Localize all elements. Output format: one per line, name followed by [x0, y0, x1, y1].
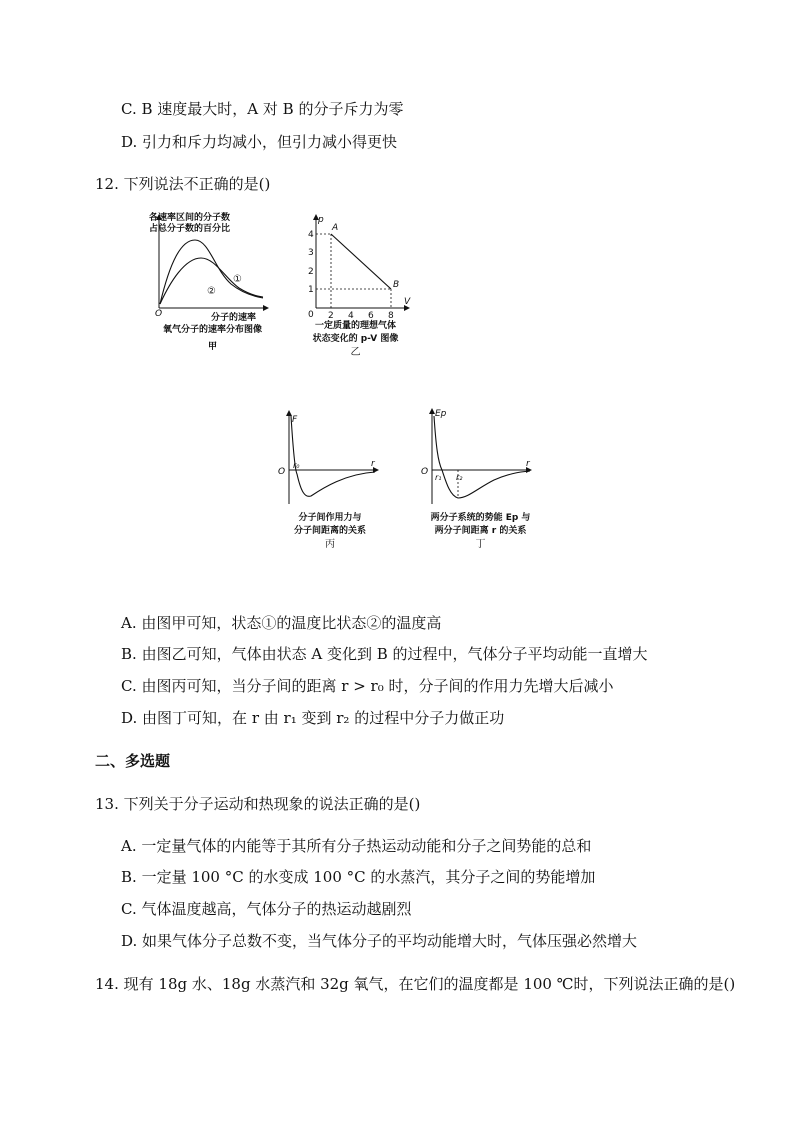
question-number: 12.: [95, 175, 119, 193]
figure-yi: [298, 212, 413, 362]
option-label: C.: [121, 100, 137, 118]
option-text: B 速度最大时，A 对 B 的分子斥力为零: [141, 100, 404, 118]
option-text: 由图甲可知，状态①的温度比状态②的温度高: [141, 614, 442, 632]
q12-option-b: [121, 643, 648, 664]
question-text: 下列关于分子运动和热现象的说法正确的是(): [123, 795, 421, 813]
svg-text:8: 8: [388, 311, 394, 321]
svg-text:2: 2: [328, 311, 334, 321]
svg-text:r: r: [371, 459, 375, 469]
option-text: 由图丁可知，在 r 由 r₁ 变到 r₂ 的过程中分子力做正功: [142, 709, 505, 727]
fig-ding-caption: 两分子系统的势能 Ep 与 两分子间距离 r 的关系 丁: [430, 513, 531, 550]
svg-text:2: 2: [308, 267, 314, 277]
figure-bing: [275, 408, 385, 553]
question-number: 14.: [95, 975, 119, 993]
fig-jia-ylabel-1: 各速率区间的分子数: [149, 213, 231, 223]
curve-2: [160, 258, 263, 304]
option-text: 一定量 100 °C 的水变成 100 °C 的水蒸汽，其分子之间的势能增加: [141, 868, 596, 886]
q13-stem: [95, 793, 420, 814]
svg-text:1: 1: [308, 285, 314, 295]
svg-text:6: 6: [368, 311, 374, 321]
fig-jia-caption: 氧气分子的速率分布图像 甲: [162, 325, 262, 352]
option-text: 如果气体分子总数不变，当气体分子的平均动能增大时，气体压强必然增大: [142, 932, 638, 950]
svg-text:V: V: [404, 297, 411, 307]
option-label: D.: [121, 133, 138, 151]
svg-text:F: F: [292, 415, 298, 425]
option-text: 一定量气体的内能等于其所有分子热运动动能和分子之间势能的总和: [141, 837, 592, 855]
q13-option-d: [121, 930, 637, 951]
svg-text:p: p: [318, 215, 324, 225]
q12-option-d: [121, 707, 504, 728]
fig-jia-origin: O: [155, 309, 163, 319]
fig-bing-caption: 分子间作用力与 分子间距离的关系 丙: [293, 513, 366, 550]
q13-option-a: [121, 835, 591, 856]
q12-option-c: [121, 675, 614, 696]
option-label: A.: [121, 614, 137, 632]
option-label: C.: [121, 900, 137, 918]
figure-bing-plot: [275, 408, 385, 508]
svg-text:O: O: [278, 467, 286, 477]
figure-ding: [418, 406, 543, 553]
svg-text:O: O: [421, 467, 429, 477]
svg-text:0: 0: [308, 310, 314, 320]
section-title: 二、多选题: [95, 752, 171, 770]
svg-text:r: r: [526, 459, 530, 469]
option-label: C.: [121, 677, 137, 695]
process-line: [331, 234, 391, 289]
option-text: 由图乙可知，气体由状态 A 变化到 B 的过程中，气体分子平均动能一直增大: [141, 645, 648, 663]
figure-ding-plot: [418, 406, 543, 508]
svg-text:B: B: [393, 280, 400, 290]
svg-text:A: A: [332, 223, 339, 233]
fig-jia-ylabel-2: 占总分子数的百分比: [149, 224, 231, 234]
svg-text:Ep: Ep: [435, 409, 447, 419]
force-curve: [291, 416, 375, 496]
fig-yi-caption: 一定质量的理想气体 状态变化的 p-V 图像 乙: [312, 321, 399, 358]
svg-text:r₁: r₁: [435, 473, 442, 482]
question-text: 现有 18g 水、18g 水蒸汽和 32g 氧气，在它们的温度都是 100 ℃时，下列说法正确的是(): [123, 975, 736, 993]
svg-text:r₂: r₂: [456, 473, 463, 482]
figure-jia: [145, 212, 280, 362]
q14-stem: [95, 973, 735, 994]
option-label: A.: [121, 837, 137, 855]
question-number: 13.: [95, 795, 119, 813]
option-text: 由图丙可知，当分子间的距离 r > r₀ 时，分子间的作用力先增大后减小: [141, 677, 614, 695]
svg-text:4: 4: [308, 230, 314, 240]
svg-text:3: 3: [308, 248, 314, 258]
q12-option-a: [121, 612, 441, 633]
option-text: 气体温度越高，气体分子的热运动越剧烈: [141, 900, 412, 918]
option-label: B.: [121, 868, 137, 886]
energy-curve: [434, 416, 530, 498]
svg-text:4: 4: [348, 311, 354, 321]
question-text: 下列说法不正确的是(): [123, 175, 271, 193]
q11-option-d: [121, 131, 397, 152]
svg-text:r₀: r₀: [293, 461, 300, 470]
fig-jia-mark-1: ①: [233, 274, 242, 285]
fig-jia-xlabel: 分子的速率: [211, 313, 257, 323]
q13-option-c: [121, 898, 412, 919]
q12-stem: [95, 173, 270, 194]
q11-option-c: [121, 98, 403, 119]
option-label: B.: [121, 645, 137, 663]
option-label: D.: [121, 932, 138, 950]
option-text: 引力和斥力均减小，但引力减小得更快: [142, 133, 398, 151]
fig-jia-mark-2: ②: [207, 286, 216, 297]
q13-option-b: [121, 866, 595, 887]
option-label: D.: [121, 709, 138, 727]
